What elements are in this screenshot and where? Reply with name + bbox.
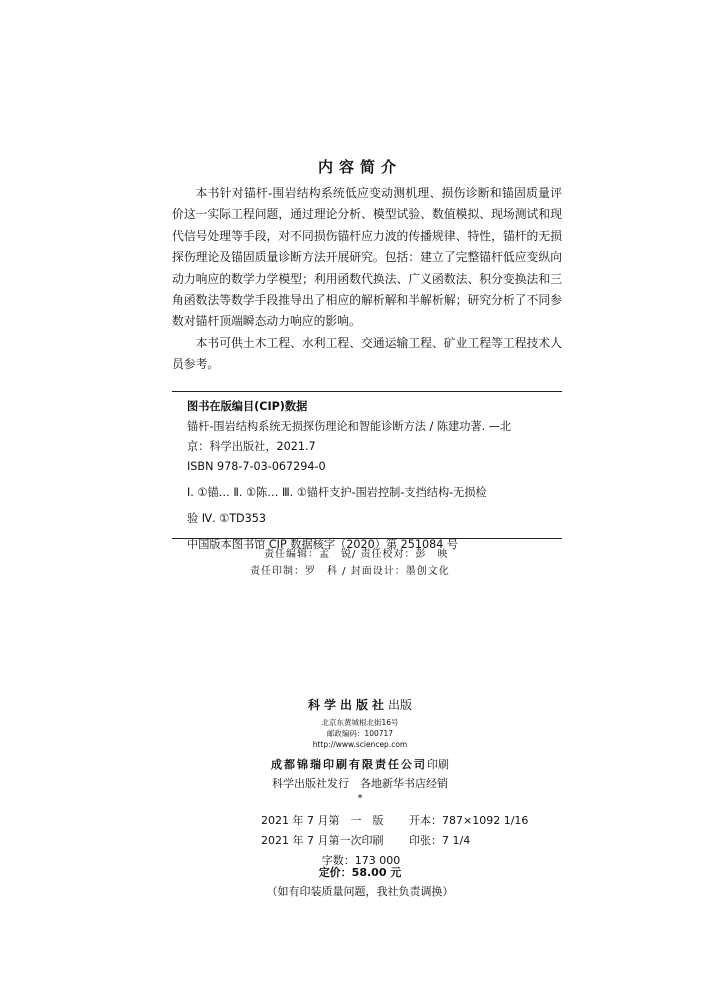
print-sheets: 印张：7 1/4 (409, 834, 471, 847)
edition-row (261, 831, 561, 851)
book-format: 开本：787×1092 1/16 (409, 814, 529, 827)
cip-bottom-rule (172, 538, 562, 539)
edition-block (261, 811, 561, 871)
intro-paragraph: 本书可供土木工程、水利工程、交通运输工程、矿业工程等工程技术人员参考。 (172, 335, 562, 372)
printer-suffix: 印刷 (427, 758, 449, 771)
publisher-url: http://www.sciencep.com (312, 740, 408, 749)
publisher-name: 科学出版社 (307, 698, 388, 712)
distribution-line: 科学出版社发行 各地新华书店经销 (272, 777, 448, 790)
publisher-address: 北京东黄城根北街16号 (321, 718, 399, 727)
cip-number: 中国版本图书馆 CIP 数据核字（2020）第 251084 号 (187, 538, 459, 551)
quality-notice: （如有印装质量问题，我社负责调换） (266, 885, 454, 898)
publisher-address-block (0, 717, 720, 750)
word-count: 字数：173 000 (321, 854, 401, 867)
separator-star: * (357, 793, 363, 804)
cip-isbn: ISBN 978-7-03-067294-0 (187, 460, 326, 473)
editors-line: 责任编辑：孟 锐/ 责任校对：彭 映 (264, 549, 449, 560)
cip-heading: 图书在版编目(CIP)数据 (187, 400, 308, 413)
cip-block (187, 397, 562, 555)
intro-body (172, 183, 562, 376)
printer-line (0, 756, 720, 772)
editors-block (250, 546, 550, 580)
price: 定价：58.00 元 (318, 866, 402, 879)
first-printing: 2021 年 7 月第一次印刷 (261, 834, 384, 847)
publisher-postcode: 邮政编码：100717 (326, 729, 394, 738)
intro-title: 内容简介 (317, 158, 402, 176)
intro-paragraph: 本书针对锚杆-围岩结构系统低应变动测机理、损伤诊断和锚固质量评价这一实际工程问题，通过理论分析、模型试验、数值模拟、现场测试和现代信号处理等手段，对不同损伤锚杆应力波的传播规律、特性，锚杆的无损探伤理论及锚固质量诊断方法开展研究。包括：建立了完整锚杆低应变纵向动力响应的数学力学模型；利用函数代换法、广义函数法、积分变换法和三角函数法等数学手段推导出了相应的解析解和半解析解；研究分析了不同参数对锚杆顶端瞬态动力响应的影响。 (172, 186, 562, 329)
printer-name: 成都锦瑞印刷有限责任公司 (271, 758, 427, 771)
cip-subjects: Ⅰ. ①锚… Ⅱ. ①陈… Ⅲ. ①锚杆支护-围岩控制-支挡结构-无损检 (187, 486, 487, 499)
editors-line: 责任印制：罗 科 / 封面设计：墨创文化 (250, 566, 450, 577)
publisher-suffix: 出版 (388, 698, 413, 712)
publisher-line (0, 696, 720, 713)
cip-entry-line: 锚杆-围岩结构系统无损探伤理论和智能诊断方法 / 陈建功著. —北 (187, 420, 512, 433)
cip-top-rule (172, 391, 562, 392)
edition-row (261, 811, 561, 831)
cip-subjects: 验 Ⅳ. ①TD353 (187, 512, 267, 525)
cip-entry-line: 京：科学出版社，2021.7 (187, 440, 316, 453)
first-edition: 2021 年 7 月第 一 版 (261, 814, 384, 827)
